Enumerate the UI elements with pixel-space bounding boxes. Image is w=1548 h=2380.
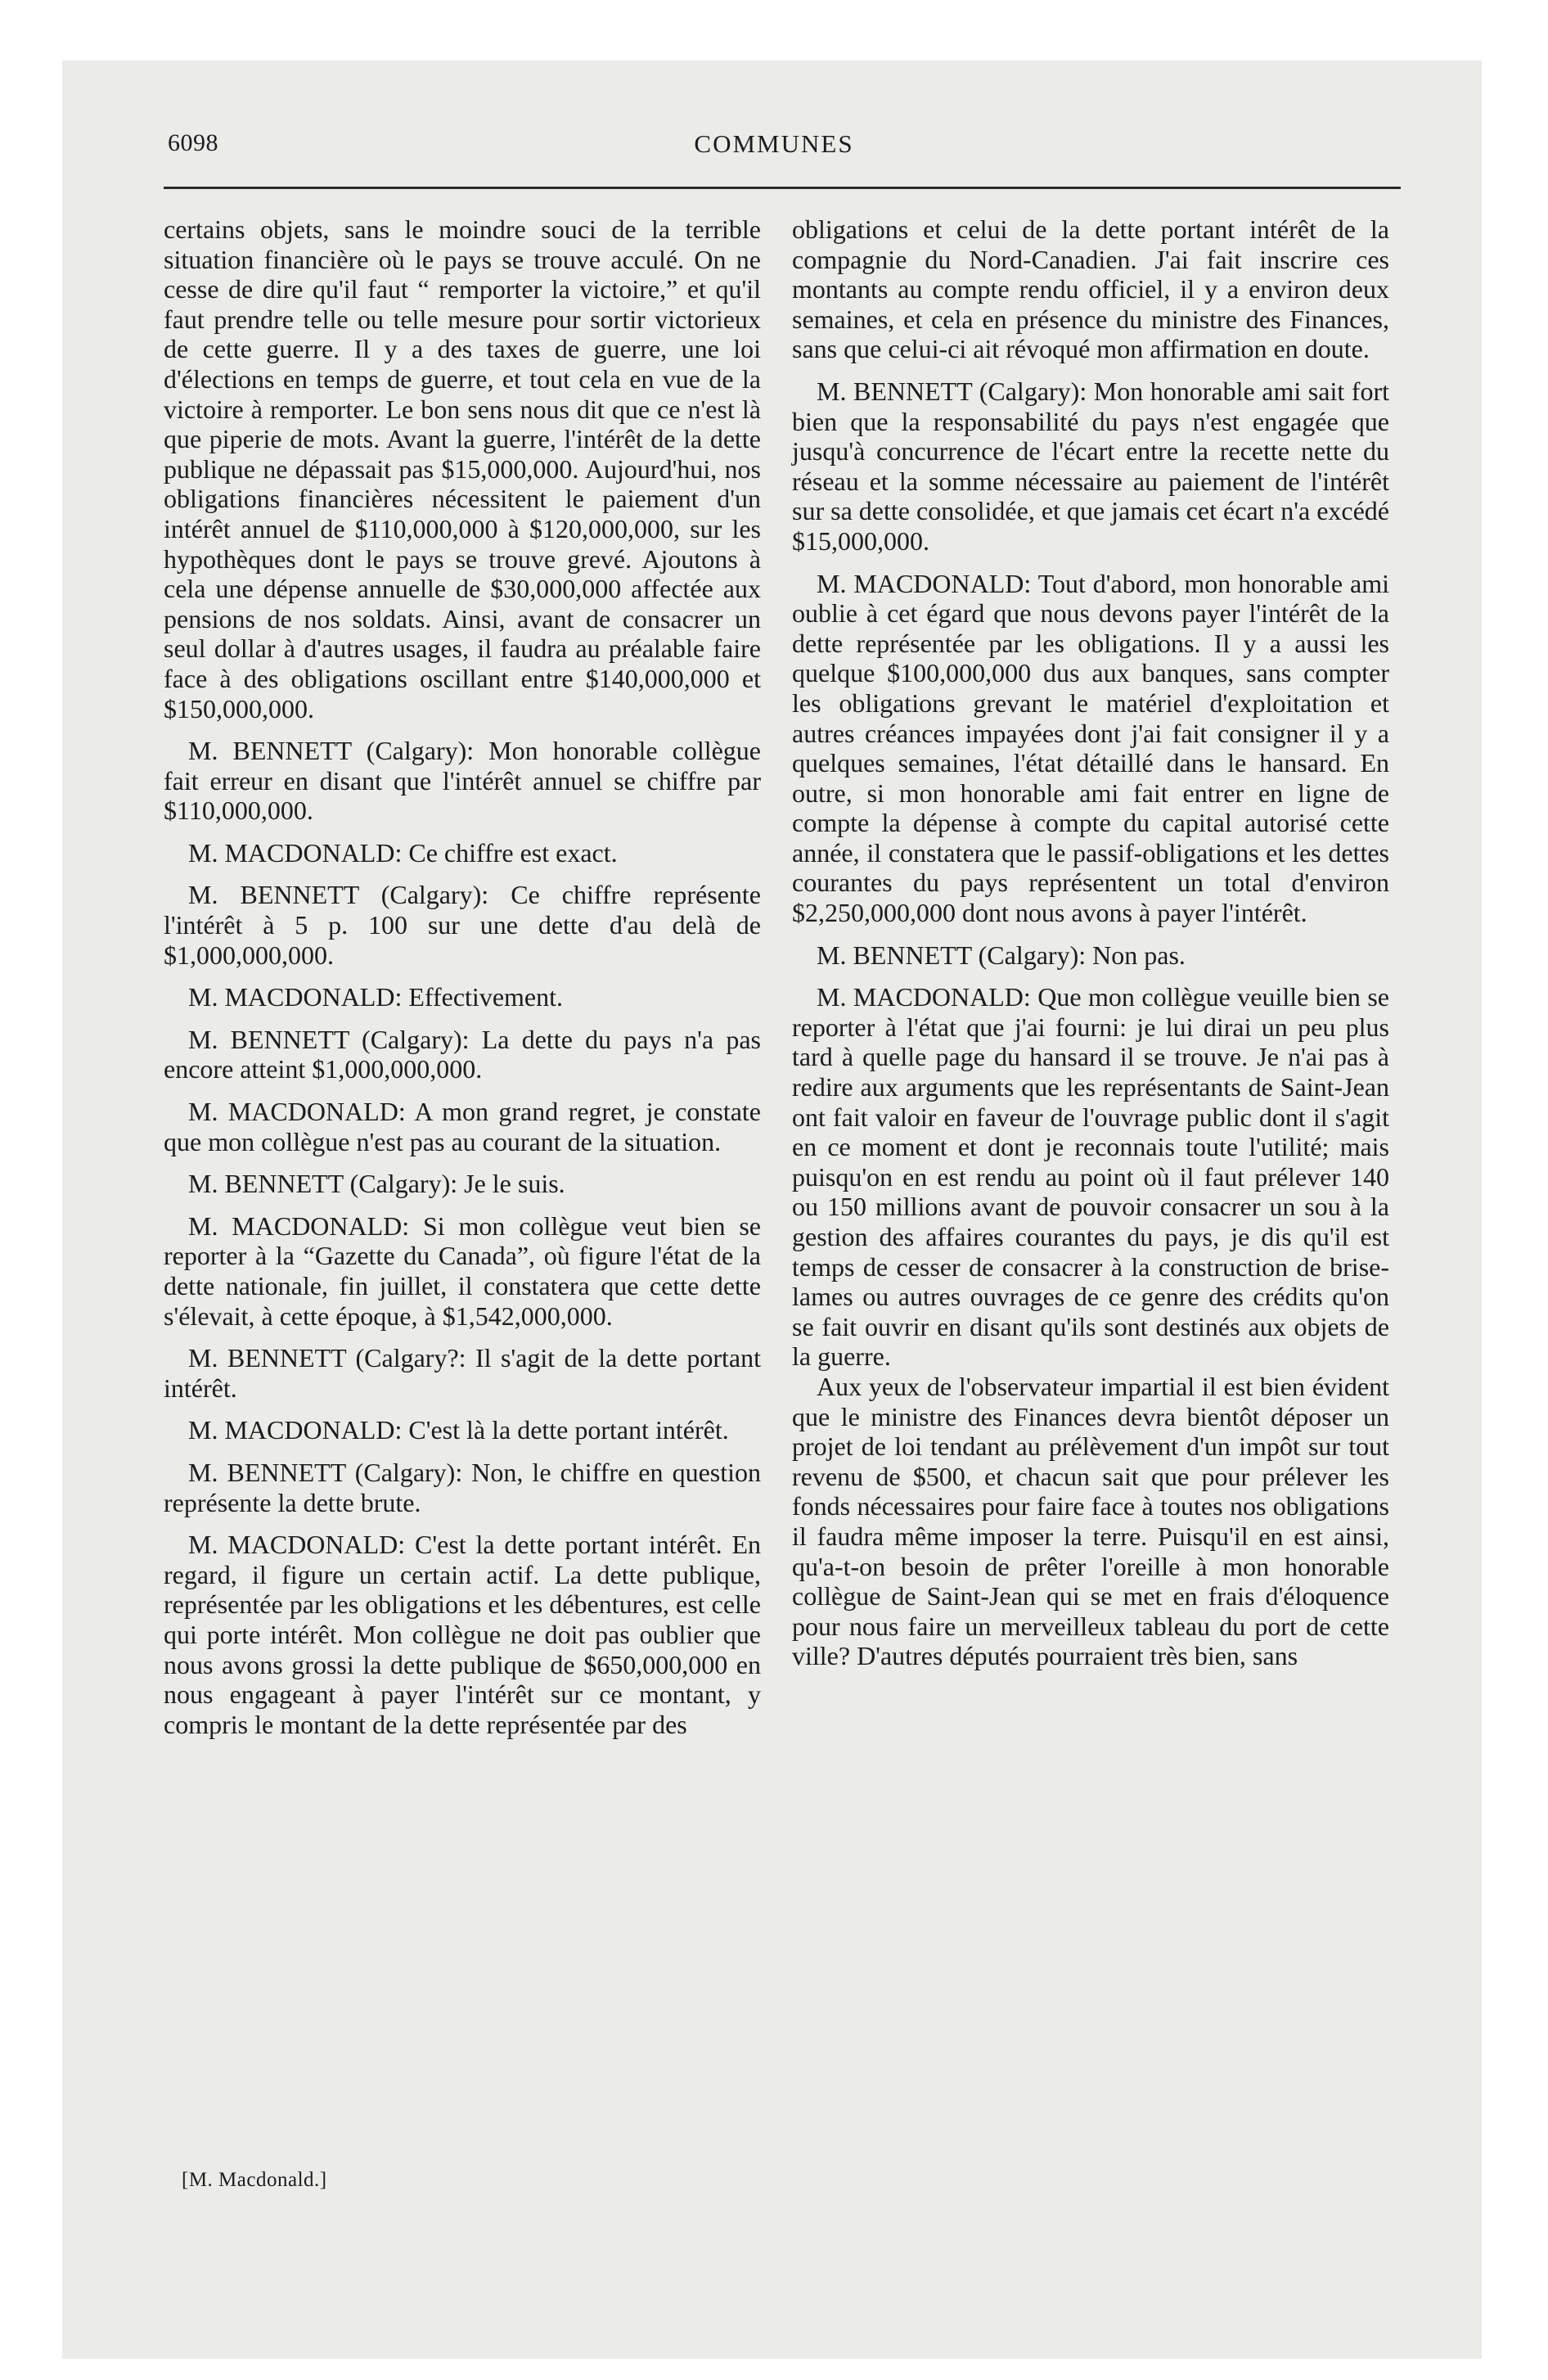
paragraph: M. BENNETT (Calgary): Ce chiffre représente l'intérêt à 5 p. 100 sur une dette d'au delà de $1,000,000,000. [164, 880, 761, 970]
page-number: 6098 [168, 129, 218, 156]
paragraph: M. BENNETT (Calgary): Je le suis. [188, 1169, 565, 1199]
paragraph: M. BENNETT (Calgary): Mon honorable collègue fait erreur en disant que l'intérêt annuel se chiffre par $110,000,000. [164, 736, 761, 826]
paragraph: M. BENNETT (Calgary): Non, le chiffre en question représente la dette brute. [164, 1457, 761, 1517]
paragraph: M. MACDONALD: Tout d'abord, mon honorable ami oublie à cet égard que nous devons payer l'intérêt de la dette représentée par les obligations. Il y a aussi les quelque $100,000,000 dus aux banques, sans compter les obligations grevant le matériel d'exploitation et autres créances impayées dont j'ai fait consigner il y a quelques semaines, l'état détaillé dans le hansard. En outre, si mon honorable ami fait entrer en ligne de compte la dépense à compte du capital autorisé cette année, il constatera que le passif-obligations et les dettes courantes du pays représentent un total d'environ $2,250,000,000 dont nous avons à payer l'intérêt. [792, 568, 1389, 928]
paragraph: M. MACDONALD: Que mon collègue veuille bien se reporter à l'état que j'ai fourni: je lui dirai un peu plus tard à quelle page du hansard il se trouve. Je n'ai pas à redire aux arguments que les représentants de Saint-Jean ont fait valoir en faveur de l'ouvrage public dont il s'agit en ce moment et dont je reconnais toute l'utilité; mais puisqu'on en est rendu au point où il faut prélever 140 ou 150 millions avant de pouvoir consacrer un sou à la gestion des affaires courantes du pays, je dis qu'il est temps de cesser de consacrer à la construction de brise-lames ou autres ouvrages de ce genre des crédits qu'on se fait ouvrir en disant qu'ils sont destinés aux objets de la guerre. [792, 982, 1389, 1372]
paragraph: M. MACDONALD: Ce chiffre est exact. [188, 837, 618, 868]
paragraph: M. BENNETT (Calgary): La dette du pays n'a pas encore atteint $1,000,000,000. [164, 1024, 761, 1084]
paragraph: obligations et celui de la dette portant intérêt de la compagnie du Nord-Canadien. J'ai fait inscrire ces montants au compte rendu officiel, il y a environ deux semaines, et cela en présence du ministre des Finances, sans que celui-ci ait révoqué mon affirmation en doute. [792, 214, 1389, 364]
paragraph: M. MACDONALD: Effectivement. [188, 982, 563, 1012]
speaker-signature: [M. Macdonald.] [182, 2169, 327, 2191]
paragraph: M. MACDONALD: C'est là la dette portant intérêt. [188, 1415, 729, 1445]
right-column [792, 214, 1389, 1684]
left-column [164, 214, 761, 1751]
paragraph: M. MACDONALD: A mon grand regret, je constate que mon collègue n'est pas au courant de la situation. [164, 1097, 761, 1156]
paragraph: certains objets, sans le moindre souci de la terrible situation financière où le pays se trouve acculé. On ne cesse de dire qu'il faut “ remporter la victoire,” et qu'il faut prendre telle ou telle mesure pour sortir victorieux de cette guerre. Il y a des taxes de guerre, une loi d'élections en temps de guerre, et tout cela en vue de la victoire à remporter. Le bon sens nous dit que ce n'est là que piperie de mots. Avant la guerre, l'intérêt de la dette publique ne dépassait pas $15,000,000. Aujourd'hui, nos obligations financières nécessitent le paiement d'un intérêt annuel de $110,000,000 à $120,000,000, sur les hypothèques dont le pays se trouve grevé. Ajoutons à cela une dépense annuelle de $30,000,000 affectée aux pensions de nos soldats. Ainsi, avant de consacrer un seul dollar à d'autres usages, il faudra au préalable faire face à des obligations oscillant entre $140,000,000 et $150,000,000. [164, 214, 761, 723]
paragraph: M. BENNETT (Calgary): Mon honorable ami sait fort bien que la responsabilité du pays n'est engagée que jusqu'à concurrence de l'écart entre la recette nette du réseau et la somme nécessaire au paiement de l'intérêt sur sa dette consolidée, et que jamais cet écart n'a excédé $15,000,000. [792, 376, 1389, 556]
paragraph: M. MACDONALD: Si mon collègue veut bien se reporter à la “Gazette du Canada”, où figure l'état de la dette nationale, fin juillet, il constatera que cette dette s'élevait, à cette époque, à $1,542,000,000. [164, 1210, 761, 1331]
paragraph: M. MACDONALD: C'est la dette portant intérêt. En regard, il figure un certain actif. La dette publique, représentée par les obligations et les débentures, est celle qui porte intérêt. Mon collègue ne doit pas oublier que nous avons grossi la dette publique de $650,000,000 en nous engageant à payer l'intérêt sur ce montant, y compris le montant de la dette représentée par des [164, 1530, 761, 1739]
running-head-title: COMMUNES [694, 129, 854, 158]
paragraph: M. BENNETT (Calgary?: Il s'agit de la dette portant intérêt. [164, 1343, 761, 1403]
header-rule [164, 187, 1401, 189]
paragraph: Aux yeux de l'observateur impartial il est bien évident que le ministre des Finances devra bientôt déposer un projet de loi tendant au prélèvement d'un impôt sur tout revenu de $500, et chacun sait que pour prélever les fonds nécessaires pour faire face à toutes nos obligations il faudra même imposer la terre. Puisqu'il en est ainsi, qu'a-t-on besoin de prêter l'oreille à mon honorable collègue de Saint-Jean qui se met en frais d'éloquence pour nous faire un merveilleux tableau du port de cette ville? D'autres députés pourraient très bien, sans [792, 1371, 1389, 1671]
paragraph: M. BENNETT (Calgary): Non pas. [817, 940, 1186, 970]
